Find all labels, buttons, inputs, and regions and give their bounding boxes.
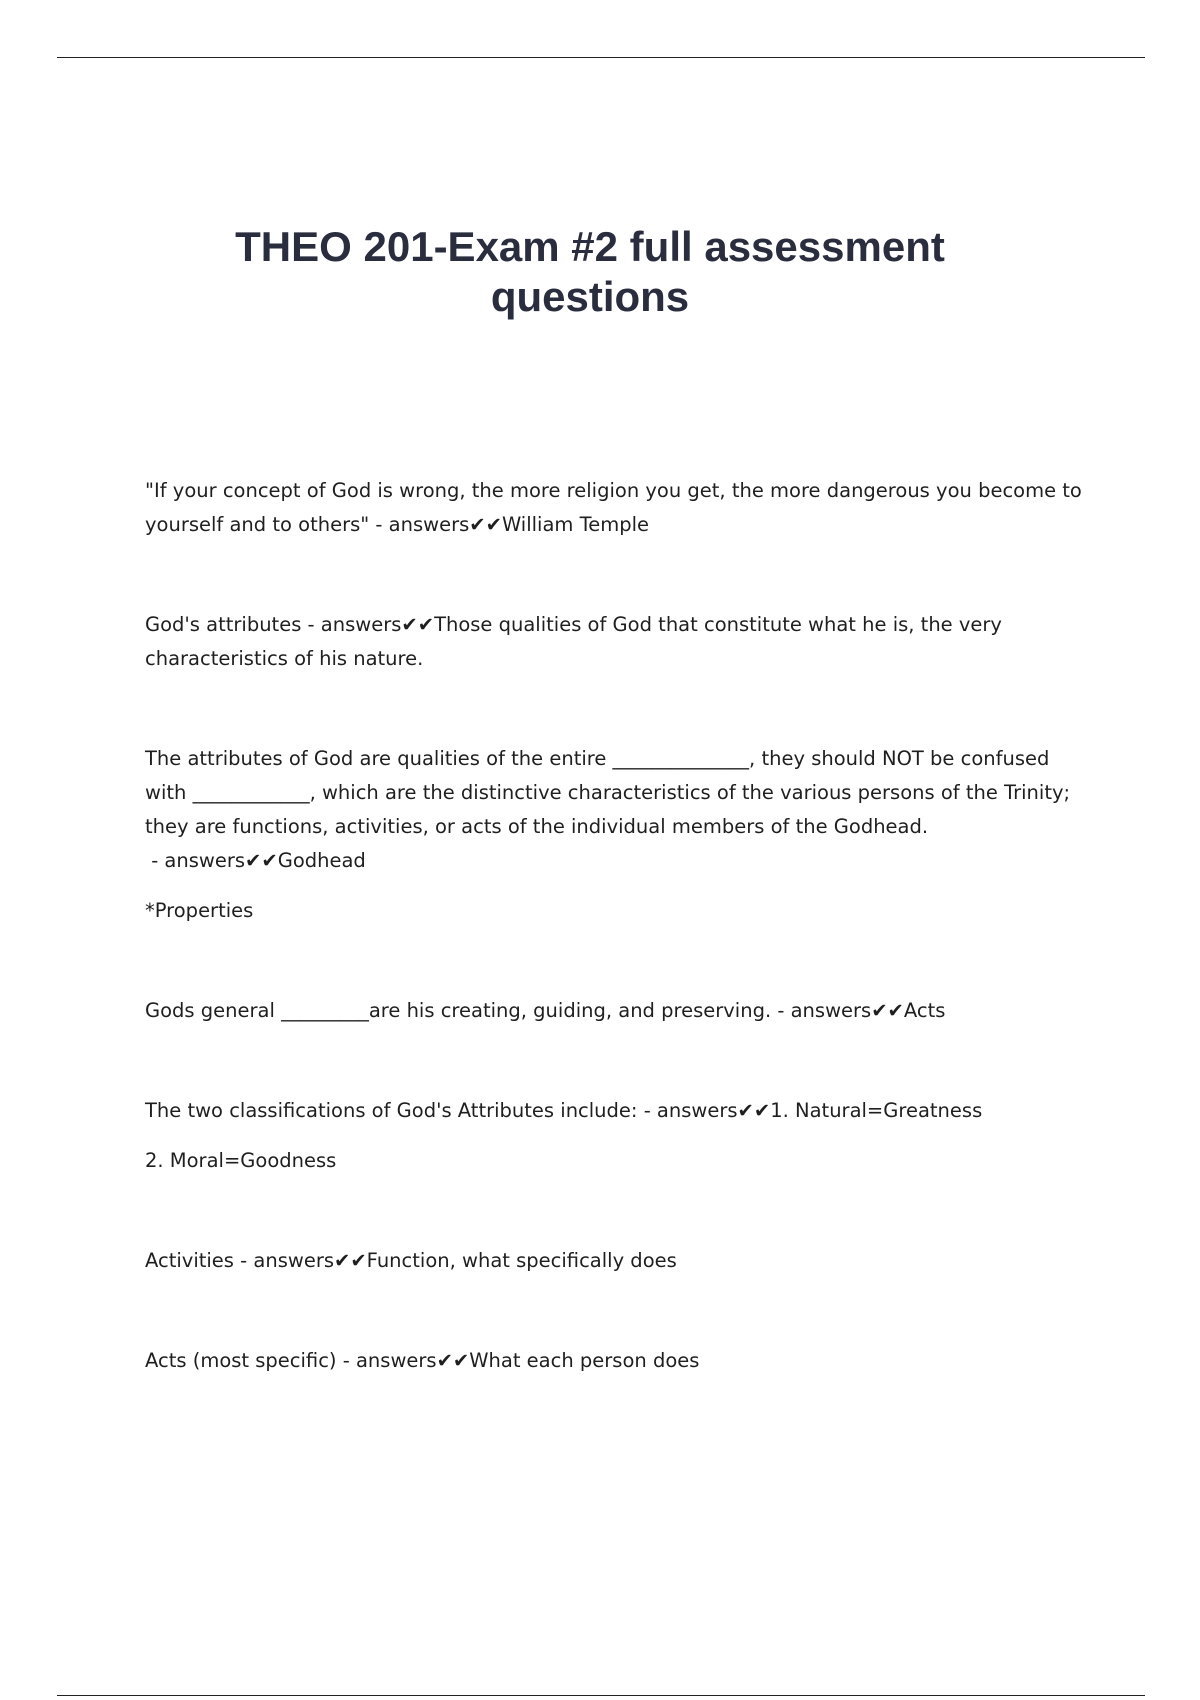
qa-item [145,1094,1095,1128]
answer-separator: - answers✔✔ [233,1249,367,1272]
qa-answer: Those qualities of God that constitute what he is, the very characteristics of his nature. [145,613,1002,670]
answer-separator: - answers✔✔ [369,513,502,536]
qa-answer: Function, what specifically does [366,1249,677,1272]
qa-answer-continuation: 2. Moral=Goodness [145,1149,337,1172]
qa-answer: 1. Natural=Greatness [770,1099,983,1122]
qa-answer: William Temple [501,513,649,536]
document-title: THEO 201-Exam #2 full assessment questions [235,223,945,320]
qa-question: Activities [145,1249,234,1272]
qa-item [145,1244,1095,1278]
answer-separator: - answers✔✔ [336,1349,470,1372]
qa-question: Acts (most specific) [145,1349,337,1372]
qa-answer: Godhead [277,849,366,872]
qa-answer-continuation: *Properties [145,899,254,922]
qa-answer: What each person does [469,1349,700,1372]
answer-separator: - answers✔✔ [771,999,904,1022]
qa-item [145,994,1095,1028]
qa-answer: Acts [903,999,946,1022]
qa-question: God's attributes [145,613,302,636]
qa-question: "If your concept of God is wrong, the more religion you get, the more dangerous you become to yourself and to others" [145,479,1082,536]
qa-item [145,474,1095,542]
qa-question: The attributes of God are qualities of the entire ______________, they should NOT be confused with ____________, which are the distinctive characteristics of the various persons of the Trinity; they are functions, activities, or acts of the individual members of the Godhead. [145,747,1071,838]
qa-item [145,742,1095,878]
qa-item [145,608,1095,676]
bottom-rule [57,1695,1145,1696]
qa-question: The two classifications of God's Attributes include: [145,1099,638,1122]
answer-separator: - answers✔✔ [637,1099,771,1122]
top-rule [57,57,1145,58]
qa-item [145,1344,1095,1378]
answer-separator: - answers✔✔ [145,849,278,872]
answer-separator: - answers✔✔ [301,613,435,636]
qa-list [145,474,1095,1378]
qa-question: Gods general _________are his creating, guiding, and preserving. [145,999,772,1022]
